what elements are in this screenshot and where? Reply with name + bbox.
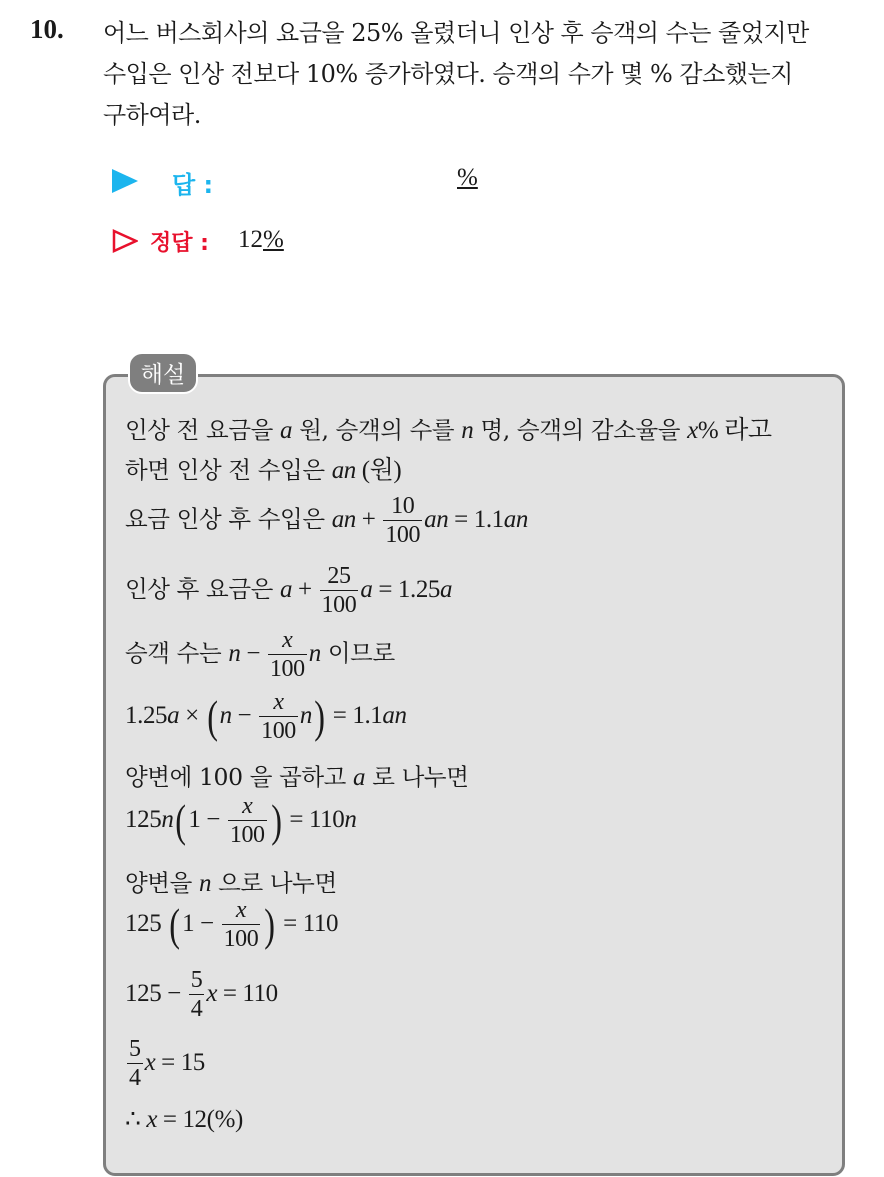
denominator: 100 [229,822,265,848]
denominator: 4 [190,996,203,1022]
denominator: 100 [223,926,259,952]
left-paren: ( [175,795,187,846]
text: 요금 인상 후 수입은 [125,505,332,533]
text: 인상 후 요금은 [125,575,281,603]
text: % 라고 [697,417,772,444]
var-n: n [308,640,321,667]
var-an: an [382,702,407,729]
var-n: n [461,417,474,444]
fraction [320,562,359,619]
minus-sign: − [231,702,258,729]
numerator: 10 [391,493,415,519]
equals: = 110 [283,806,345,833]
numerator: x [242,793,253,819]
var-an: an [503,506,528,533]
var-n: n [228,640,241,667]
number: 1.25 [125,702,168,729]
question-text [103,13,863,136]
equals: = 12(%) [157,1106,243,1133]
numerator: x [235,897,247,923]
solution-line-9 [125,864,337,898]
fraction [259,688,298,745]
correct-answer-row [108,222,508,262]
var-x: x [206,980,218,1007]
solution-line-11 [125,966,278,1023]
denominator: 4 [129,1065,141,1091]
correct-value-number: 12 [238,226,263,253]
denominator: 100 [385,522,421,548]
text: 명, 승객의 감소율을 [473,416,688,444]
answer-unit: % [457,164,478,191]
var-x: x [687,417,698,444]
denominator: 100 [269,656,305,682]
correct-value-unit: % [263,226,284,253]
one-minus: 1 − [182,910,220,937]
var-an: an [424,506,449,533]
var-a: a [280,576,293,603]
text: 양변을 [125,869,199,897]
solution-line-5 [125,626,395,683]
solution-line-8 [125,792,356,849]
text: 이므로 [320,639,395,667]
answer-row [108,163,508,203]
numerator: x [282,627,293,653]
equals: = 1.25 [372,576,441,603]
equals: = 110 [217,980,278,1007]
question-number: 10. [30,14,64,44]
number: 125 − [125,980,187,1007]
equals: = 15 [155,1049,205,1076]
plus-sign: + [292,576,318,603]
numerator: 25 [327,563,351,589]
right-paren: ) [270,795,282,846]
var-x: x [146,1106,158,1133]
number: 125 [125,806,162,833]
solution-line-6 [125,688,407,745]
var-n: n [198,870,212,897]
left-paren: ( [206,691,218,742]
therefore-sign: ∴ [125,1106,147,1133]
solution-line-1 [125,410,772,446]
numerator: x [273,689,284,715]
one-minus: 1 − [188,806,226,833]
text: 승객 수는 [125,639,229,667]
text: 양변에 100 을 곱하고 [125,763,354,791]
text: 인상 전 요금을 [125,416,281,444]
fraction [268,626,307,683]
play-triangle-icon [112,169,138,193]
answer-label: 답 : [172,171,214,199]
times-sign: × [179,702,205,729]
solution-line-10 [125,896,338,953]
denominator: 100 [261,718,296,744]
solution-line-12 [125,1035,205,1092]
left-paren: ( [169,899,180,950]
solution-line-13 [125,1104,243,1134]
solution-line-2 [125,450,401,486]
solution-line-3 [125,492,528,549]
equals: = 1.1 [326,702,383,729]
var-x: x [144,1049,156,1076]
var-n: n [299,702,313,729]
equals: = 110 [277,910,339,937]
fraction [127,1035,143,1092]
number: 125 [125,910,168,937]
var-an: an [331,506,356,533]
fraction [189,966,205,1023]
outline-triangle-icon [112,229,138,253]
var-a: a [360,576,373,603]
fraction [228,792,267,849]
var-n: n [344,806,357,833]
right-paren: ) [314,691,325,742]
solution-tab: 해설 [128,352,198,394]
minus-sign: − [240,640,266,667]
text: 로 나누면 [365,763,469,791]
text: 으로 나누면 [211,869,337,897]
equals: = 1.1 [448,506,504,533]
numerator: 5 [129,1036,141,1062]
question-line-3: 구하여라. [103,101,201,129]
var-n: n [161,806,174,833]
text: (원) [355,457,402,484]
right-paren: ) [264,899,276,950]
plus-sign: + [355,506,382,533]
question-line-2: 수입은 인상 전보다 10% 증가하였다. 승객의 수가 몇 % 감소했는지 [103,60,793,88]
solution-line-7 [125,758,469,792]
fraction [222,896,261,953]
text: 원, 승객의 수를 [292,416,462,444]
text: 하면 인상 전 수입은 [125,456,332,484]
var-a: a [440,576,453,603]
numerator: 5 [190,967,203,993]
var-a: a [353,764,366,791]
fraction [383,492,422,549]
var-a: a [280,417,293,444]
question-line-1: 어느 버스회사의 요금을 25% 올렸더니 인상 후 승객의 수는 줄었지만 [103,19,809,47]
var-a: a [167,702,180,729]
solution-line-4 [125,562,452,619]
var-an: an [331,457,356,484]
correct-answer-label: 정답 : [150,231,209,256]
var-n: n [219,702,232,729]
denominator: 100 [321,592,357,618]
correct-answer-value [238,226,284,254]
